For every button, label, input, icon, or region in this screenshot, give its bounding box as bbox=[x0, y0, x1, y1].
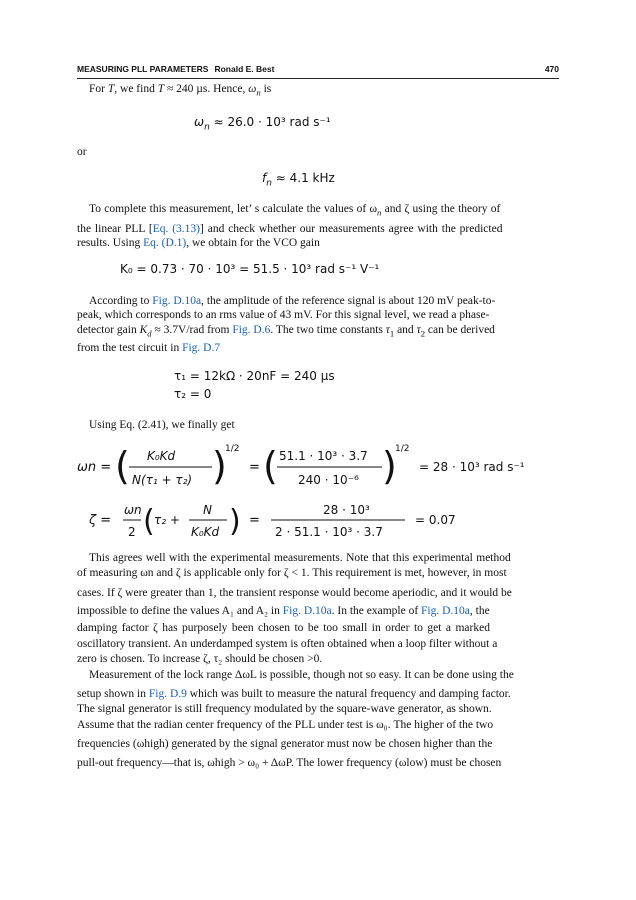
paragraph-line: Measurement of the lock range ΔωL is possible, though not so easy. It can be done using the bbox=[89, 669, 514, 681]
paragraph-line: frequencies (ωhigh) generated by the signal generator must now be chosen higher than the bbox=[77, 738, 493, 750]
paragraph-line: Using Eq. (2.41), we finally get bbox=[89, 419, 235, 431]
svg-text:240 · 10⁻⁶: 240 · 10⁻⁶ bbox=[298, 473, 359, 487]
paragraph-line: of measuring ωn and ζ is applicable only for ζ < 1. This requirement is met, however, in most bbox=[77, 567, 507, 579]
paragraph-intro: For T, we find T ≈ 240 µs. Hence, $\omega_n$ is bbox=[89, 83, 272, 98]
paragraph-line: To complete this measurement, let’ s calculate the values of $\omega_n$ and ζ using the theory of bbox=[89, 203, 501, 218]
svg-text:ωn: ωn bbox=[124, 503, 142, 517]
paragraph-line: According to Fig. D.10a, the amplitude of the reference signal is about 120 mV peak-to- bbox=[89, 295, 496, 307]
equation-zeta bbox=[77, 500, 559, 544]
svg-text:τ₂ +: τ₂ + bbox=[154, 513, 180, 527]
svg-text:1/2: 1/2 bbox=[225, 444, 240, 454]
running-author: Ronald E. Best bbox=[214, 64, 275, 74]
svg-text:ζ =: ζ = bbox=[89, 513, 112, 528]
svg-text:= 28 · 10³ rad s⁻¹: = 28 · 10³ rad s⁻¹ bbox=[419, 460, 525, 474]
paragraph-line: The signal generator is still frequency modulated by the square-wave generator, as shown. bbox=[77, 703, 492, 715]
equals-sign: = bbox=[249, 513, 260, 528]
link-fig-d9[interactable]: Fig. D.9 bbox=[148, 688, 187, 700]
paragraph-line: This agrees well with the experimental measurements. Note that this experimental method bbox=[89, 552, 511, 564]
paragraph-line: the linear PLL [Eq. (3.13)] and check whether our measurements agree with the predicted bbox=[77, 223, 503, 235]
equation-tau2: τ₂ = 0 bbox=[174, 387, 212, 401]
paragraph-line: damping factor ζ has purposely been chosen to be too small in order to get a marked bbox=[77, 622, 490, 634]
running-title: MEASURING PLL PARAMETERS bbox=[77, 64, 209, 74]
word-or: or bbox=[77, 146, 87, 158]
paragraph-line: peak, which corresponds to an rms value of 43 mV. For this signal level, we read a phase- bbox=[77, 309, 490, 321]
paren-left: ( bbox=[263, 444, 278, 488]
svg-text:N(τ₁ + τ₂): N(τ₁ + τ₂) bbox=[132, 473, 193, 487]
paragraph-line: impossible to define the values A₁ and A₂ in Fig. D.10a. In the example of Fig. D.10a, the bbox=[77, 605, 490, 617]
paren-left: ( bbox=[115, 444, 130, 488]
equation-fn-estimate: $f_n \approx 4.1$ kHz bbox=[262, 171, 335, 189]
svg-text:N: N bbox=[203, 503, 212, 517]
svg-text:K₀Kd: K₀Kd bbox=[191, 525, 220, 539]
paragraph-line: zero is chosen. To increase ζ, τ₂ should be chosen >0. bbox=[77, 653, 323, 665]
header-rule bbox=[77, 78, 559, 79]
svg-text:ωn =: ωn = bbox=[77, 460, 112, 475]
paragraph-line: cases. If ζ were greater than 1, the transient response would become aperiodic, and it would be bbox=[77, 587, 512, 599]
link-eq-d1[interactable]: Eq. (D.1) bbox=[143, 237, 187, 249]
svg-text:= 0.07: = 0.07 bbox=[415, 513, 456, 527]
equation-tau1: τ₁ = 12kΩ · 20nF = 240 µs bbox=[174, 369, 335, 383]
paragraph-line: results. Using Eq. (D.1), we obtain for the VCO gain bbox=[77, 237, 320, 249]
paragraph-line: pull-out frequency—that is, ωhigh > ω₀ + ΔωP. The lower frequency (ωlow) must be chosen bbox=[77, 757, 502, 769]
svg-text:2: 2 bbox=[128, 525, 136, 539]
link-fig-d7[interactable]: Fig. D.7 bbox=[182, 342, 221, 354]
paragraph-line: detector gain $K_d \approx 3.7V/rad$ from Fig. D.6. The two time constants $\tau_1$ and $\tau_2$ can be derived bbox=[77, 324, 495, 339]
paragraph-line: Assume that the radian center frequency of the PLL under test is ω₀. The higher of the two bbox=[77, 719, 494, 731]
paren-right: ) bbox=[212, 444, 227, 488]
paragraph-line: oscillatory transient. An underdamped system is often obtained when a loop filter without a bbox=[77, 638, 498, 650]
paragraph-line: from the test circuit in Fig. D.7 bbox=[77, 342, 221, 354]
svg-text:K₀Kd: K₀Kd bbox=[147, 449, 176, 463]
page-number: 470 bbox=[544, 64, 559, 74]
running-header bbox=[77, 64, 559, 78]
svg-text:2 · 51.1 · 10³ · 3.7: 2 · 51.1 · 10³ · 3.7 bbox=[275, 525, 383, 539]
link-fig-d6[interactable]: Fig. D.6 bbox=[232, 324, 271, 336]
paragraph-line: setup shown in Fig. D.9 which was built to measure the natural frequency and damping factor. bbox=[77, 688, 511, 700]
equation-wn-full bbox=[77, 440, 559, 496]
link-eq-3-13[interactable]: Eq. (3.13) bbox=[152, 223, 201, 235]
paren-right: ) bbox=[382, 444, 397, 488]
paren-right: ) bbox=[229, 504, 241, 539]
equation-wn-estimate: $\omega_n \approx 26.0 \cdot 10^3$ rad s⁻¹ bbox=[194, 115, 331, 133]
svg-text:28 · 10³: 28 · 10³ bbox=[323, 503, 370, 517]
link-fig-d10a[interactable]: Fig. D.10a bbox=[282, 605, 332, 617]
link-fig-d10a[interactable]: Fig. D.10a bbox=[152, 295, 202, 307]
paren-left: ( bbox=[143, 504, 155, 539]
equals-sign: = bbox=[249, 460, 260, 475]
link-fig-d10a[interactable]: Fig. D.10a bbox=[421, 605, 470, 617]
equation-k0: K₀ = 0.73 · 70 · 10³ = 51.5 · 10³ rad s⁻¹ V⁻¹ bbox=[120, 262, 380, 276]
svg-text:1/2: 1/2 bbox=[395, 444, 410, 454]
svg-text:51.1 · 10³ · 3.7: 51.1 · 10³ · 3.7 bbox=[279, 449, 368, 463]
